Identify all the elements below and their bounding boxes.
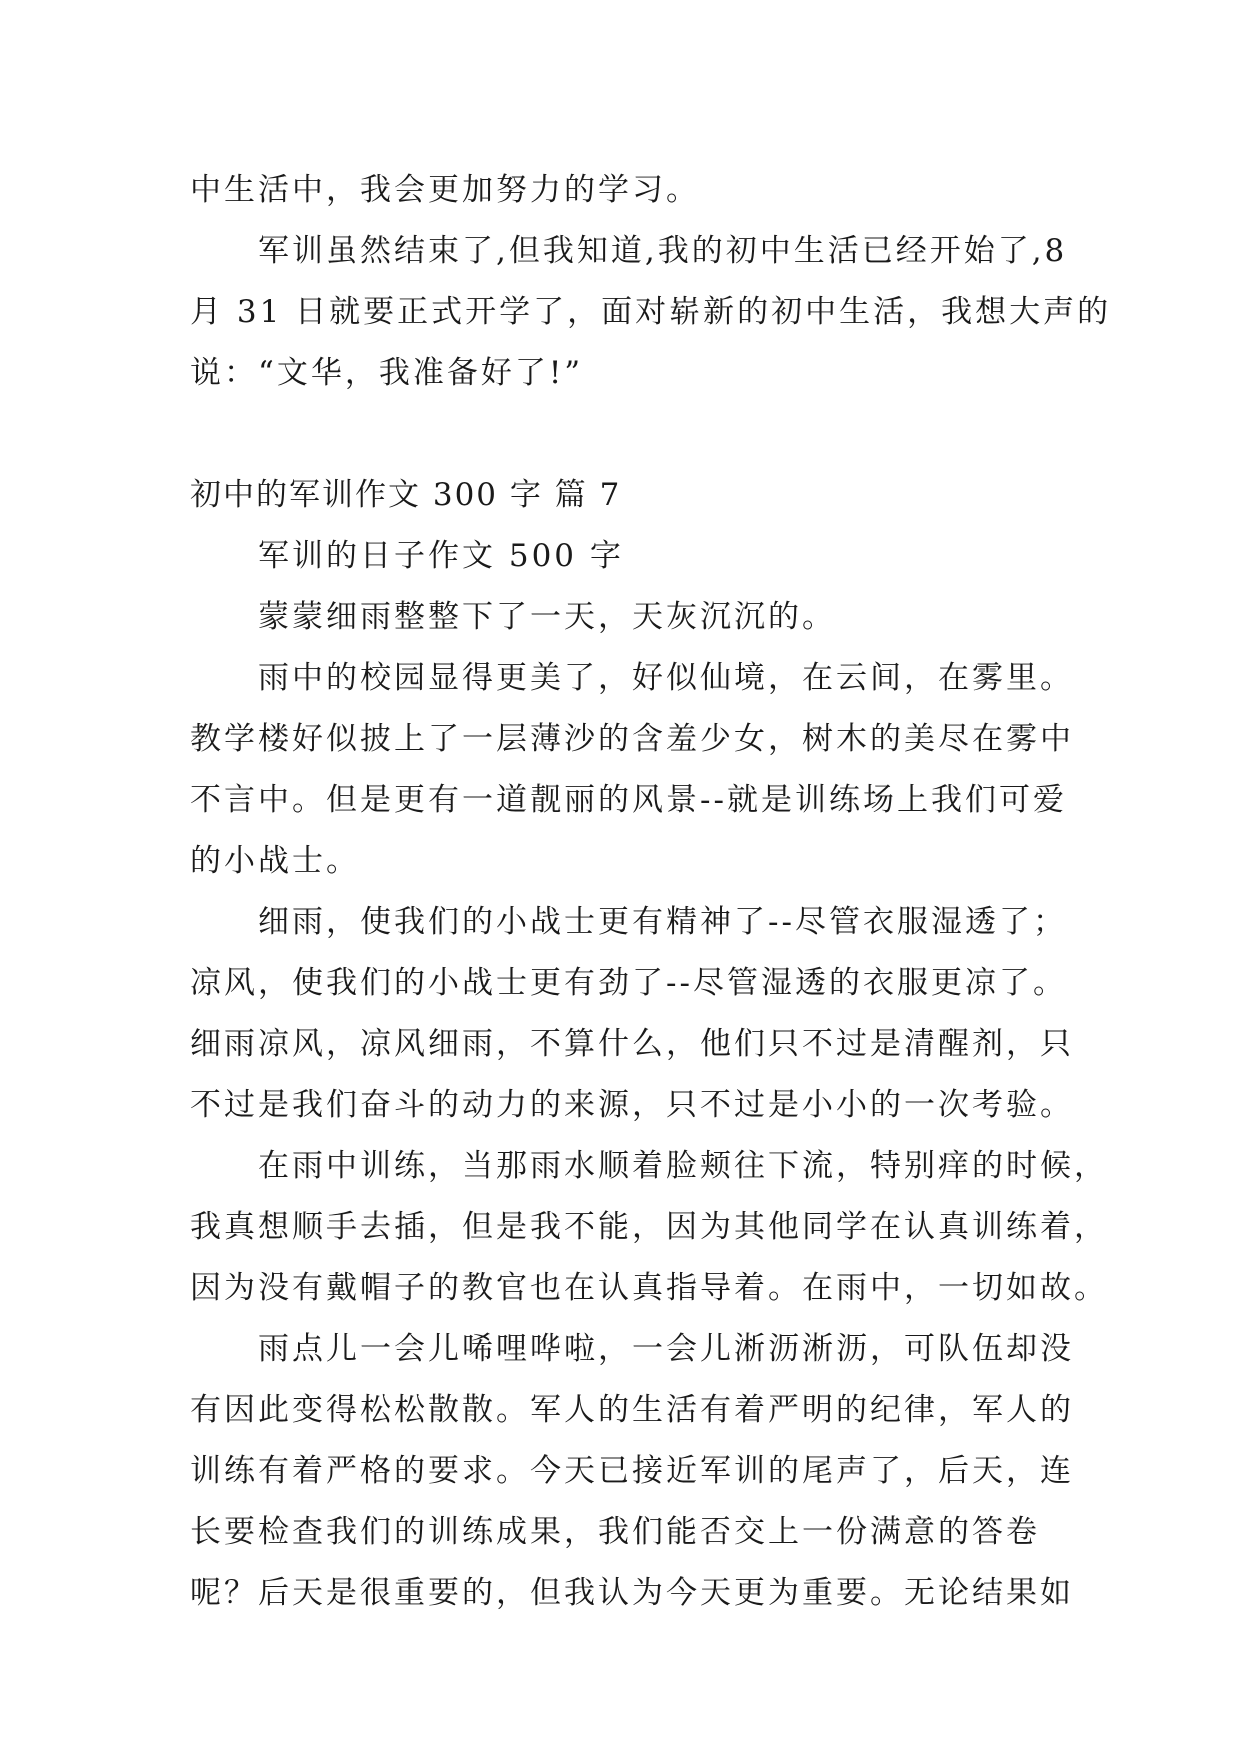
text-line: 呢？后天是很重要的，但我认为今天更为重要。无论结果如 — [190, 1575, 1074, 1611]
essay-title: 军训的日子作文 500 字 — [258, 538, 624, 574]
section-spacer — [190, 404, 1060, 465]
text-line: 说：“文华，我准备好了!” — [190, 355, 584, 391]
text-line: 的小战士。 — [190, 843, 360, 879]
text-line: 中生活中，我会更加努力的学习。 — [190, 172, 700, 208]
paragraph-start-line: 军训虽然结束了,但我知道,我的初中生活已经开始了,8 — [258, 233, 1068, 269]
text-line: 不过是我们奋斗的动力的来源，只不过是小小的一次考验。 — [190, 1087, 1074, 1123]
text-line: 教学楼好似披上了一层薄沙的含羞少女，树木的美尽在雾中 — [190, 721, 1074, 757]
paragraph-start-line: 雨点儿一会儿唏哩哗啦，一会儿淅沥淅沥，可队伍却没 — [258, 1331, 1074, 1367]
text-line: 不言中。但是更有一道靓丽的风景--就是训练场上我们可爱 — [190, 782, 1067, 818]
text-line: 细雨凉风，凉风细雨，不算什么，他们只不过是清醒剂，只 — [190, 1026, 1074, 1062]
paragraph-start-line: 蒙蒙细雨整整下了一天，天灰沉沉的。 — [258, 599, 836, 635]
text-line: 有因此变得松松散散。军人的生活有着严明的纪律，军人的 — [190, 1392, 1074, 1428]
text-line: 我真想顺手去插，但是我不能，因为其他同学在认真训练着， — [190, 1209, 1108, 1245]
section-heading: 初中的军训作文 300 字 篇 7 — [190, 477, 622, 513]
document-page — [190, 160, 1112, 1624]
paragraph-start-line: 雨中的校园显得更美了，好似仙境，在云间，在雾里。 — [258, 660, 1074, 696]
paragraph-start-line: 细雨，使我们的小战士更有精神了--尽管衣服湿透了； — [258, 904, 1067, 940]
text-line: 因为没有戴帽子的教官也在认真指导着。在雨中，一切如故。 — [190, 1270, 1108, 1306]
text-line: 月 31 日就要正式开学了，面对崭新的初中生活，我想大声的 — [190, 294, 1112, 330]
text-line: 训练有着严格的要求。今天已接近军训的尾声了，后天，连 — [190, 1453, 1074, 1489]
text-line: 凉风，使我们的小战士更有劲了--尽管湿透的衣服更凉了。 — [190, 965, 1067, 1001]
text-line: 长要检查我们的训练成果，我们能否交上一份满意的答卷 — [190, 1514, 1040, 1550]
paragraph-start-line: 在雨中训练，当那雨水顺着脸颊往下流，特别痒的时候， — [258, 1148, 1108, 1184]
